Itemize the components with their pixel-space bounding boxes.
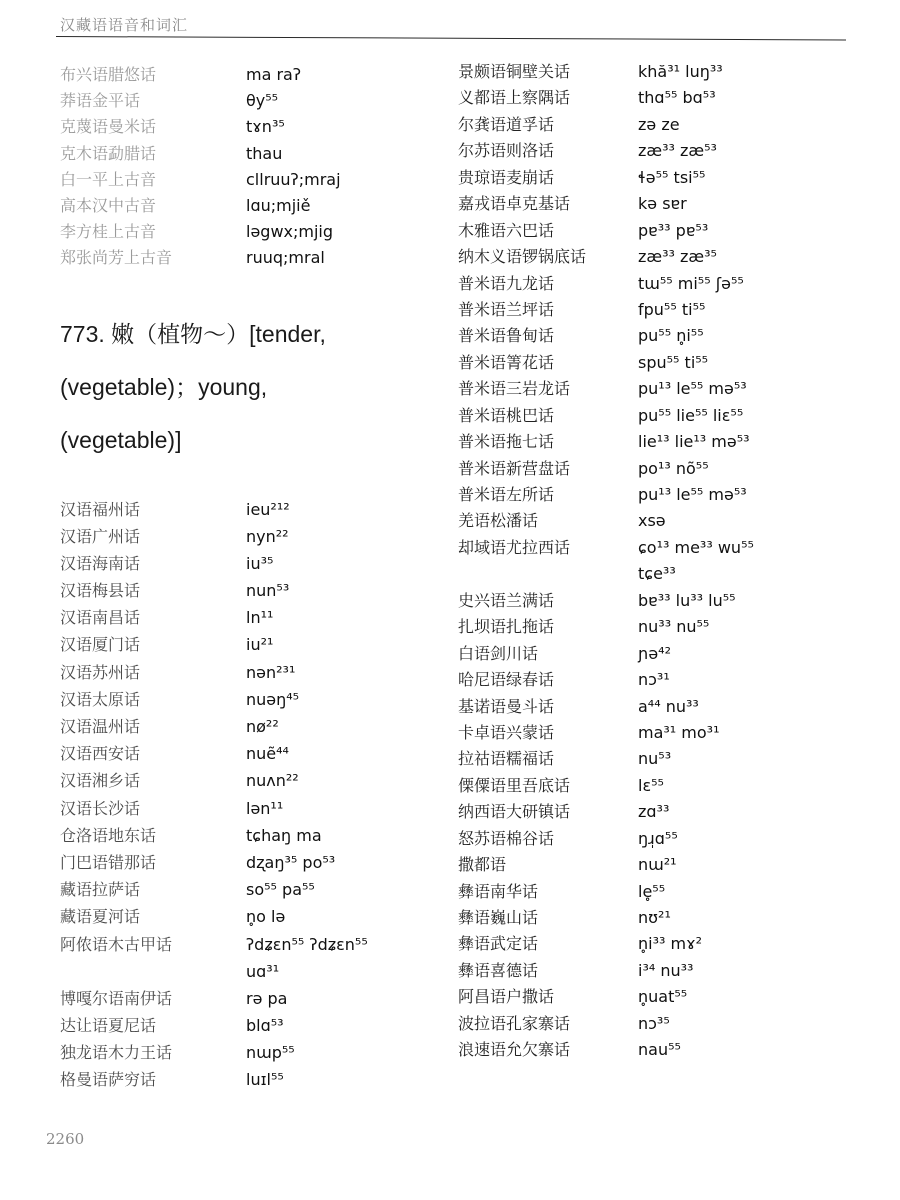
language-name: 汉语梅县话 [60, 581, 141, 601]
entry-row [60, 497, 440, 524]
language-name: 彝语南华话 [458, 881, 539, 901]
language-name: 普米语桃巴话 [458, 405, 555, 425]
language-name: 普米语三岩龙话 [458, 379, 571, 399]
word-form: khă³¹ luŋ³³ [638, 62, 723, 81]
word-form: po¹³ nõ⁵⁵ [638, 458, 709, 478]
entry-row [458, 376, 878, 402]
word-form: n̥uat⁵⁵ [638, 987, 688, 1007]
language-name: 白语剑川话 [458, 643, 539, 663]
word-form: thɑ⁵⁵ bɑ⁵³ [638, 88, 716, 108]
entry-row [458, 852, 878, 878]
language-name: 波拉语孔家寨话 [458, 1013, 571, 1033]
entry-row [458, 323, 878, 349]
language-name: 木雅语六巴话 [458, 220, 555, 240]
entry-row [458, 85, 878, 111]
entry-row [60, 141, 440, 167]
word-form: ma raʔ [246, 65, 302, 84]
entry-row [458, 535, 878, 561]
entry-row [458, 984, 878, 1010]
entry-row [458, 561, 878, 587]
word-form: pu¹³ le⁵⁵ mə⁵³ [638, 485, 747, 504]
entry-row [458, 614, 878, 640]
word-form: ln¹¹ [246, 608, 274, 628]
entry-row [458, 297, 878, 323]
entry-row [60, 193, 440, 219]
entry-row [458, 720, 878, 746]
entry-row [60, 877, 440, 904]
entry-row [458, 588, 878, 614]
language-name: 贵琼语麦崩话 [458, 167, 555, 187]
entry-row [60, 578, 440, 605]
entry-heading-line-3: (vegetable)] [60, 426, 182, 453]
entry-row [60, 741, 440, 768]
word-form: thau [246, 143, 283, 163]
word-form: bɐ³³ lu³³ lu⁵⁵ [638, 590, 736, 610]
entry-row [60, 605, 440, 632]
word-form: nɯ²¹ [638, 855, 677, 875]
language-name: 汉语长沙话 [60, 798, 141, 818]
entry-row [458, 641, 878, 667]
entry-row [458, 59, 878, 85]
language-name: 拉祜语糯福话 [458, 749, 555, 769]
word-form: tɕhaŋ ma [246, 825, 322, 845]
entry-row [60, 796, 440, 823]
word-form: blɑ⁵³ [246, 1016, 284, 1036]
language-name: 彝语喜德话 [458, 960, 539, 980]
entry-row [458, 112, 878, 138]
entry-row [458, 271, 878, 297]
language-name: 普米语左所话 [458, 485, 555, 504]
word-form: pu⁵⁵ lie⁵⁵ liɛ⁵⁵ [638, 405, 744, 425]
word-form: ləgwx;mjig [246, 222, 334, 242]
language-name: 彝语武定话 [458, 934, 539, 954]
word-form: lɛ⁵⁵ [638, 775, 664, 795]
entry-row [458, 429, 878, 455]
language-name: 哈尼语绿春话 [458, 670, 555, 690]
language-name: 尔龚语道孚话 [458, 114, 555, 134]
word-form: iu³⁵ [246, 553, 274, 573]
language-name: 藏语拉萨话 [60, 880, 141, 900]
language-name: 纳西语大研镇话 [458, 802, 571, 822]
language-name: 羌语松潘话 [458, 511, 539, 531]
language-name: 藏语夏河话 [60, 907, 141, 927]
entry-row [458, 905, 878, 931]
language-name: 义都语上察隅话 [458, 88, 571, 108]
word-form: zæ³³ zæ³⁵ [638, 247, 717, 267]
entry-row [458, 1037, 878, 1063]
entry-row [60, 551, 440, 578]
entry-row [458, 456, 878, 482]
word-form: iu²¹ [246, 635, 274, 655]
language-name: 基诺语曼斗话 [458, 696, 555, 716]
entry-row [458, 508, 878, 534]
entry-row [60, 219, 440, 245]
entry-row [458, 746, 878, 772]
word-form: pɐ³³ pɐ⁵³ [638, 220, 709, 240]
word-form: zə ze [638, 114, 680, 134]
word-form: rə pa [246, 988, 288, 1008]
language-name: 撒都语 [458, 855, 507, 875]
word-form: cllruuʔ;mraj [246, 169, 341, 189]
word-form: zɑ³³ [638, 802, 670, 822]
language-name: 景颇语铜壁关话 [458, 62, 571, 81]
entry-heading-line-1: 773. 嫩（植物～）[tender, [60, 320, 326, 347]
word-form: le̥⁵⁵ [638, 881, 666, 901]
entry-row [60, 986, 440, 1013]
entry-row [60, 1040, 440, 1067]
entry-row [60, 1013, 440, 1040]
word-form: lie¹³ lie¹³ mə⁵³ [638, 432, 750, 452]
word-form: ɕo¹³ me³³ wu⁵⁵ [638, 537, 754, 557]
word-form: i³⁴ nu³³ [638, 960, 694, 980]
language-name: 格曼语萨穷话 [60, 1070, 157, 1090]
entry-row [458, 482, 878, 508]
word-form: luɪl⁵⁵ [246, 1070, 284, 1090]
language-name: 汉语太原话 [60, 689, 141, 709]
language-name: 普米语九龙话 [458, 273, 555, 293]
word-form: tɯ⁵⁵ mi⁵⁵ ʃə⁵⁵ [638, 273, 744, 293]
word-form: spu⁵⁵ ti⁵⁵ [638, 352, 709, 372]
word-form: nɔ³⁵ [638, 1013, 670, 1033]
language-name: 莽语金平话 [60, 91, 141, 111]
word-form: nən²³¹ [246, 662, 296, 682]
language-name: 阿侬语木古甲话 [60, 934, 173, 954]
language-name: 汉语福州话 [60, 499, 141, 519]
language-name: 仓洛语地东话 [60, 825, 157, 845]
word-form: pu¹³ le⁵⁵ mə⁵³ [638, 379, 747, 399]
language-name: 普米语箐花话 [458, 352, 555, 372]
word-form: tɤn³⁵ [246, 117, 285, 137]
word-form: nuʌn²² [246, 771, 299, 791]
entry-row [60, 1067, 440, 1094]
word-form: nuəŋ⁴⁵ [246, 689, 300, 709]
entry-row [60, 88, 440, 114]
right-list [458, 59, 878, 1064]
left-column [60, 62, 440, 1095]
entry-row [458, 138, 878, 164]
language-name: 汉语南昌话 [60, 608, 141, 628]
entry-row [60, 904, 440, 931]
left-bottom-list [60, 497, 440, 1095]
language-name: 白一平上古音 [60, 169, 157, 189]
word-form: xsə [638, 511, 666, 531]
language-name: 却域语尤拉西话 [458, 537, 571, 557]
entry-row [458, 958, 878, 984]
word-form: nɔ³¹ [638, 670, 670, 690]
language-name: 尔苏语则洛话 [458, 141, 555, 161]
language-name: 布兴语腊悠话 [60, 65, 157, 84]
language-name: 彝语巍山话 [458, 908, 539, 927]
language-name: 汉语海南话 [60, 553, 141, 573]
entry-row [458, 931, 878, 957]
word-form: ruuq;mral [246, 248, 325, 268]
word-form: uɑ³¹ [246, 961, 280, 981]
entry-row [60, 62, 440, 88]
word-form: nu³³ nu⁵⁵ [638, 617, 710, 637]
word-form: zæ³³ zæ⁵³ [638, 141, 717, 161]
entry-row [458, 773, 878, 799]
running-head-title: 汉藏语语音和词汇 [60, 16, 189, 34]
language-name: 高本汉中古音 [60, 195, 157, 215]
language-name: 汉语湘乡话 [60, 771, 141, 791]
word-form: fpu⁵⁵ ti⁵⁵ [638, 299, 706, 319]
word-form: dʐaŋ³⁵ po⁵³ [246, 852, 336, 872]
entry-row [458, 218, 878, 244]
entry-row [458, 350, 878, 376]
word-form: nɯp⁵⁵ [246, 1043, 295, 1063]
entry-row [458, 799, 878, 825]
entry-row [60, 823, 440, 850]
word-form: ʔdʑɛn⁵⁵ ʔdʑɛn⁵⁵ [246, 934, 368, 954]
word-form: nʊ²¹ [638, 908, 671, 927]
language-name: 普米语兰坪话 [458, 299, 555, 319]
language-name: 独龙语木力王话 [60, 1043, 173, 1063]
word-form: nuẽ⁴⁴ [246, 744, 289, 764]
word-form: n̥o lə [246, 907, 286, 927]
entry-row [458, 1011, 878, 1037]
language-name: 史兴语兰满话 [458, 590, 555, 610]
language-name: 纳木义语锣锅底话 [458, 247, 587, 267]
entry-row [60, 660, 440, 687]
entry-row [60, 524, 440, 551]
entry-row [458, 694, 878, 720]
entry-row [458, 879, 878, 905]
entry-row [458, 165, 878, 191]
word-form: nyn²² [246, 526, 289, 546]
word-form: nø²² [246, 717, 279, 736]
page-number: 2260 [46, 1130, 85, 1148]
entry-row [458, 244, 878, 270]
entry-row [60, 850, 440, 877]
language-name: 普米语鲁甸话 [458, 326, 555, 346]
language-name: 郑张尚芳上古音 [60, 248, 173, 268]
language-name: 博嘎尔语南伊话 [60, 988, 173, 1008]
word-form: ieu²¹² [246, 499, 290, 519]
header-rule [56, 36, 846, 40]
right-column [458, 59, 878, 1064]
entry-row [458, 403, 878, 429]
word-form: nu⁵³ [638, 749, 672, 769]
language-name: 嘉戎语卓克基话 [458, 194, 571, 214]
language-name: 普米语新营盘话 [458, 458, 571, 478]
language-name: 普米语拖七话 [458, 432, 555, 452]
word-form: ŋɹ̩ɑ⁵⁵ [638, 828, 678, 848]
word-form: ɲə⁴² [638, 643, 672, 663]
language-name: 汉语温州话 [60, 717, 141, 736]
language-name: 克木语勐腊话 [60, 143, 157, 163]
language-name: 浪速语允欠寨话 [458, 1040, 571, 1060]
language-name: 克蔑语曼米话 [60, 117, 157, 137]
word-form: θy⁵⁵ [246, 91, 279, 111]
language-name: 汉语厦门话 [60, 635, 141, 655]
entry-row [60, 714, 440, 741]
entry-row [60, 632, 440, 659]
entry-heading-line-2: (vegetable)；young, [60, 373, 268, 400]
language-name: 怒苏语棉谷话 [458, 828, 555, 848]
entry-row [458, 667, 878, 693]
word-form: n̥i³³ mɤ² [638, 934, 703, 954]
entry-row [60, 932, 440, 959]
word-form: nau⁵⁵ [638, 1040, 681, 1060]
entry-row [458, 826, 878, 852]
language-name: 汉语西安话 [60, 744, 141, 764]
language-name: 阿昌语户撒话 [458, 987, 555, 1007]
entry-row [60, 959, 440, 986]
language-name: 汉语广州话 [60, 526, 141, 546]
left-top-list [60, 62, 440, 272]
language-name: 扎坝语扎拖话 [458, 617, 555, 637]
word-form: ɬə⁵⁵ tsi⁵⁵ [638, 167, 706, 187]
word-form: so⁵⁵ pa⁵⁵ [246, 880, 315, 900]
word-form: lɑu;mjiě [246, 195, 311, 215]
entry-row [60, 768, 440, 795]
word-form: tɕe³³ [638, 564, 676, 584]
language-name: 汉语苏州话 [60, 662, 141, 682]
language-name: 卡卓语兴蒙话 [458, 722, 555, 742]
word-form: lən¹¹ [246, 798, 284, 818]
word-form: kə sɐr [638, 194, 687, 214]
entry-row [60, 114, 440, 140]
language-name: 达让语夏尼话 [60, 1016, 157, 1036]
language-name: 傈僳语里吾底话 [458, 775, 571, 795]
entry-row [60, 167, 440, 193]
entry-row [60, 687, 440, 714]
entry-heading [60, 308, 440, 467]
word-form: nun⁵³ [246, 581, 290, 601]
language-name: 门巴语错那话 [60, 852, 157, 872]
entry-row [458, 191, 878, 217]
language-name: 李方桂上古音 [60, 222, 157, 242]
entry-row [60, 245, 440, 271]
word-form: a⁴⁴ nu³³ [638, 696, 699, 716]
word-form: ma³¹ mo³¹ [638, 722, 720, 742]
word-form: pu⁵⁵ n̥i⁵⁵ [638, 326, 704, 346]
